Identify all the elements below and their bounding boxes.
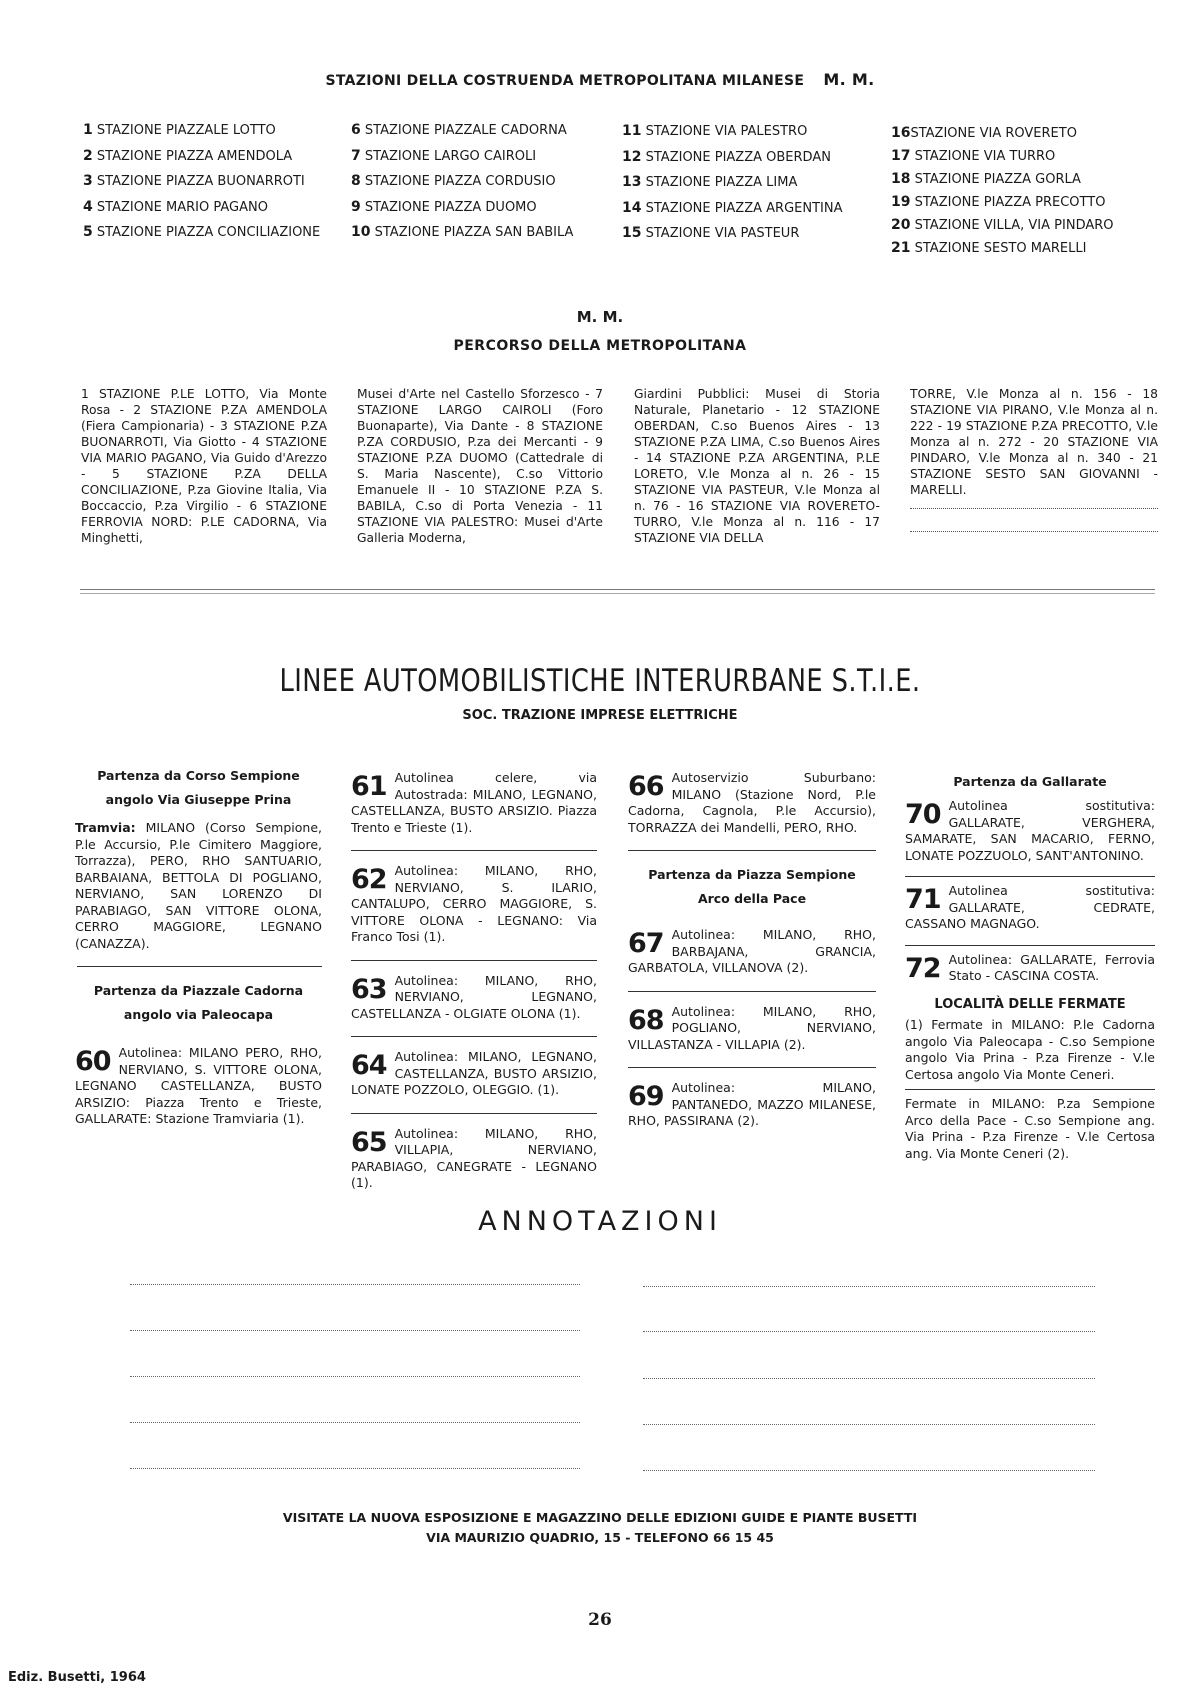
- station-item: 7 STAZIONE LARGO CAIROLI: [351, 147, 537, 164]
- divider: [905, 876, 1155, 877]
- line-64: 64 Autolinea: MILANO, LEGNANO, CASTELLANZA, BUSTO ARSIZIO, LONATE POZZOLO, OLEGGIO. (1).: [351, 1049, 597, 1097]
- divider: [628, 850, 876, 851]
- stops-heading: LOCALITÀ DELLE FERMATE: [934, 996, 1126, 1012]
- mm-mark: M. M.: [823, 70, 875, 89]
- percorso-col-1: 1 STAZIONE P.LE LOTTO, Via Monte Rosa - 2 STAZIONE P.ZA AMENDOLA (Fiera Campionaria) - 3 STAZIONE P.ZA BUONARROTI, Via Giotto - 4 STAZIONE VIA MARIO PAGANO, Via Guido d'Arezzo - 5 STAZIONE P.ZA DELLA CONCILIAZIONE, P.za Giovine Italia, Via Boccaccio, P.za Virgilio - 6 STAZIONE FERROVIA NORD: P.LE CADORNA, Via Minghetti,: [81, 387, 327, 545]
- line-65: 65 Autolinea: MILANO, RHO, VILLAPIA, NERVIANO, PARABIAGO, CANEGRATE - LEGNANO (1).: [351, 1125, 597, 1190]
- annotation-line: [643, 1378, 1095, 1379]
- percorso-col-3: Giardini Pubblici: Musei di Storia Naturale, Planetario - 12 STAZIONE OBERDAN, C.so Buenos Aires - 13 STAZIONE P.ZA LIMA, C.so Buenos Aires - 14 STAZIONE P.ZA ARGENTINA, P.LE LORETO, V.le Monza al n. 26 - 15 STAZIONE VIA PASTEUR, V.le Monza al n. 76 - 16 STAZIONE VIA ROVERETO-TURRO, V.le Monza al n. 116 - 17 STAZIONE VIA DELLA: [634, 387, 880, 545]
- section-heading: Partenza da Gallarate: [953, 774, 1107, 789]
- dotted-line: [910, 508, 1158, 509]
- line-number: 60: [75, 1046, 111, 1077]
- line-71: 71 Autolinea sostitutiva: GALLARATE, CEDRATE, CASSANO MAGNAGO.: [905, 883, 1155, 931]
- station-item: 16STAZIONE VIA ROVERETO: [891, 125, 1077, 141]
- divider: [628, 991, 876, 992]
- station-item: 15 STAZIONE VIA PASTEUR: [622, 225, 800, 241]
- station-item: 8 STAZIONE PIAZZA CORDUSIO: [351, 173, 556, 189]
- line-number: 72: [905, 952, 941, 984]
- annotation-line: [643, 1331, 1095, 1332]
- page-number: 26: [588, 1610, 612, 1630]
- percorso-col-4-text: TORRE, V.le Monza al n. 156 - 18 STAZIONE VIA PIRANO, V.le Monza al n. 222 - 19 STAZIONE P.ZA PRECOTTO, V.le Monza al n. 272 - 20 STAZIONE VIA PINDARO, V.le Monza al n. 340 - 21 STAZIONE SESTO SAN GIOVANNI - MARELLI.: [910, 387, 1158, 497]
- title-text: STAZIONI DELLA COSTRUENDA METROPOLITANA MILANESE: [325, 73, 805, 89]
- station-item: 5 STAZIONE PIAZZA CONCILIAZIONE: [83, 224, 321, 240]
- percorso-mm: M. M.: [576, 308, 624, 326]
- stie-col-1: [75, 764, 322, 1128]
- stops-1: (1) Fermate in MILANO: P.le Cadorna angolo Via Paleocapa - C.so Sempione angolo Via Prina - P.za Firenze - V.le Certosa angolo Via Monte Ceneri.: [905, 1017, 1155, 1082]
- line-69: 69 Autolinea: MILANO, PANTANEDO, MAZZO MILANESE, RHO, PASSIRANA (2).: [628, 1080, 876, 1128]
- station-item: 10 STAZIONE PIAZZA SAN BABILA: [351, 224, 574, 240]
- divider: [905, 945, 1155, 946]
- stations-col-3: [622, 119, 877, 247]
- divider: [351, 1036, 597, 1037]
- line-number: 61: [351, 771, 387, 802]
- station-item: 19 STAZIONE PIAZZA PRECOTTO: [891, 194, 1106, 210]
- annotation-line: [130, 1468, 580, 1469]
- line-70: 70 Autolinea sostitutiva: GALLARATE, VERGHERA, SAMARATE, SAN MACARIO, FERNO, LONATE POZZUOLO, SANT'ANTONINO.: [905, 798, 1155, 863]
- line-61: 61 Autolinea celere, via Autostrada: MILANO, LEGNANO, CASTELLANZA, BUSTO ARSIZIO. Piazza Trento e Trieste (1).: [351, 770, 597, 835]
- station-item: 11 STAZIONE VIA PALESTRO: [622, 123, 808, 139]
- line-67: 67 Autolinea: MILANO, RHO, BARBAJANA, GRANCIA, GARBATOLA, VILLANOVA (2).: [628, 927, 876, 975]
- annotations-title: ANNOTAZIONI: [478, 1206, 722, 1237]
- station-item: 17 STAZIONE VIA TURRO: [891, 148, 1056, 164]
- stie-subtitle: SOC. TRAZIONE IMPRESE ELETTRICHE: [462, 708, 738, 723]
- section-heading: Partenza da Corso Sempione angolo Via Giuseppe Prina: [97, 768, 300, 807]
- station-item: 21 STAZIONE SESTO MARELLI: [891, 240, 1087, 256]
- stations-col-1: [83, 118, 338, 246]
- divider: [351, 960, 597, 961]
- divider: [80, 593, 1155, 594]
- station-item: 2 STAZIONE PIAZZA AMENDOLA: [83, 147, 293, 164]
- tramvia-label: Tramvia:: [75, 820, 136, 835]
- divider: [80, 589, 1155, 590]
- line-number: 71: [905, 884, 941, 915]
- annotation-line: [130, 1376, 580, 1377]
- divider: [628, 1067, 876, 1068]
- station-item: 18 STAZIONE PIAZZA GORLA: [891, 171, 1081, 187]
- line-number: 62: [351, 864, 387, 895]
- line-number: 64: [351, 1050, 387, 1081]
- divider: [351, 850, 597, 851]
- line-62: 62 Autolinea: MILANO, RHO, NERVIANO, S. ILARIO, CANTALUPO, CERRO MAGGIORE, S. VITTORE OLONA - LEGNANO: Via Franco Tosi (1).: [351, 863, 597, 944]
- station-item: 12 STAZIONE PIAZZA OBERDAN: [622, 148, 831, 165]
- stops-2: Fermate in MILANO: P.za Sempione Arco della Pace - C.so Sempione ang. Via Prina - P.za Firenze - V.le Certosa ang. Via Monte Ceneri (2).: [905, 1096, 1155, 1161]
- divider: [905, 1089, 1155, 1090]
- stations-col-2: [351, 118, 606, 246]
- station-item: 14 STAZIONE PIAZZA ARGENTINA: [622, 199, 843, 216]
- stie-title: LINEE AUTOMOBILISTICHE INTERURBANE S.T.I.E.: [279, 663, 921, 699]
- dotted-line: [910, 531, 1158, 532]
- line-number: 69: [628, 1081, 664, 1112]
- percorso-title: PERCORSO DELLA METROPOLITANA: [453, 338, 747, 354]
- annotation-line: [643, 1424, 1095, 1425]
- line-72: 72 Autolinea: GALLARATE, Ferrovia Stato - CASCINA COSTA.: [905, 951, 1155, 984]
- annotation-line: [130, 1284, 580, 1285]
- line-number: 70: [905, 799, 941, 830]
- edition-credit: Ediz. Busetti, 1964: [8, 1670, 146, 1685]
- line-68: 68 Autolinea: MILANO, RHO, POGLIANO, NERVIANO, VILLASTANZA - VILLAPIA (2).: [628, 1003, 876, 1052]
- line-66: 66 Autoservizio Suburbano: MILANO (Stazione Nord, P.le Cadorna, Cagnola, P.le Accursio), TORRAZZA dei Mandelli, PERO, RHO.: [628, 770, 876, 835]
- percorso-col-2: Musei d'Arte nel Castello Sforzesco - 7 STAZIONE LARGO CAIROLI (Foro Buonaparte), Via Dante - 8 STAZIONE P.ZA CORDUSIO, P.za dei Mercanti - 9 STAZIONE P.ZA DUOMO (Cattedrale di S. Maria Nascente), C.so Vittorio Emanuele II - 10 STAZIONE P.ZA S. BABILA, C.so di Porta Venezia - 11 STAZIONE VIA PALESTRO: Musei d'Arte Galleria Moderna,: [357, 387, 603, 545]
- annotation-line: [643, 1286, 1095, 1287]
- annotation-line: [130, 1422, 580, 1423]
- page-title: [0, 70, 1200, 89]
- station-item: 4 STAZIONE MARIO PAGANO: [83, 198, 268, 215]
- tramvia-text: Tramvia: MILANO (Corso Sempione, P.le Accursio, P.le Cimitero Maggiore, Torrazza), PERO, RHO SANTUARIO, BARBAIANA, BETTOLA DI POGLIANO, NERVIANO, SAN LORENZO DI PARABIAGO, SAN VITTORE OLONA, CERRO MAGGIORE, LEGNANO (CANAZZA).: [75, 820, 322, 951]
- stations-col-4: [891, 122, 1151, 260]
- section-heading: Partenza da Piazza Sempione Arco della Pace: [648, 867, 856, 906]
- annotation-line: [130, 1330, 580, 1331]
- line-number: 67: [628, 928, 664, 959]
- station-item: 9 STAZIONE PIAZZA DUOMO: [351, 198, 537, 215]
- footer-line-1: VISITATE LA NUOVA ESPOSIZIONE E MAGAZZINO DELLE EDIZIONI GUIDE E PIANTE BUSETTI: [282, 1510, 918, 1525]
- divider: [351, 1113, 597, 1114]
- section-heading: Partenza da Piazzale Cadorna angolo via Paleocapa: [93, 983, 304, 1022]
- stie-col-3: [628, 770, 876, 1130]
- line-63: 63 Autolinea: MILANO, RHO, NERVIANO, LEGNANO, CASTELLANZA - OLGIATE OLONA (1).: [351, 972, 597, 1021]
- line-number: 63: [351, 973, 387, 1005]
- station-item: 1 STAZIONE PIAZZALE LOTTO: [83, 122, 276, 138]
- stie-col-4: [905, 770, 1155, 1162]
- footer-line-2: VIA MAURIZIO QUADRIO, 15 - TELEFONO 66 15 45: [426, 1530, 774, 1545]
- percorso-col-4: [910, 386, 1158, 532]
- stie-col-2: [351, 770, 597, 1192]
- divider: [77, 966, 322, 967]
- line-60: 60 Autolinea: MILANO PERO, RHO, NERVIANO, S. VITTORE OLONA, LEGNANO CASTELLANZA, BUSTO ARSIZIO: Piazza Trento e Trieste, GALLARATE: Stazione Tramviaria (1).: [75, 1045, 322, 1126]
- annotation-line: [643, 1470, 1095, 1471]
- line-number: 65: [351, 1126, 387, 1158]
- line-number: 66: [628, 771, 664, 802]
- station-item: 13 STAZIONE PIAZZA LIMA: [622, 174, 798, 190]
- station-item: 6 STAZIONE PIAZZALE CADORNA: [351, 122, 567, 138]
- station-item: 3 STAZIONE PIAZZA BUONARROTI: [83, 173, 305, 189]
- station-item: 20 STAZIONE VILLA, VIA PINDARO: [891, 217, 1114, 233]
- line-number: 68: [628, 1004, 664, 1036]
